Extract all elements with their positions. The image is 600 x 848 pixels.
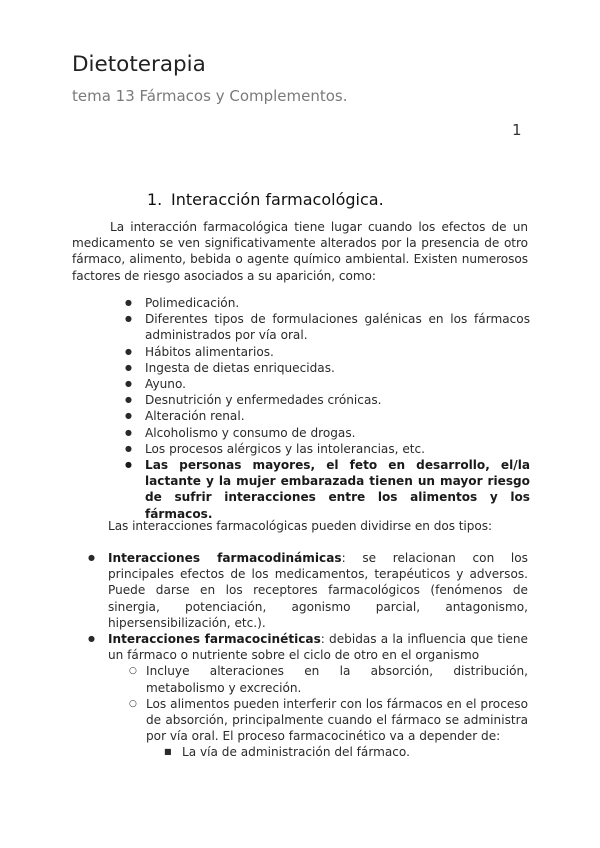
- section-title: Interacción farmacológica.: [171, 190, 384, 209]
- document-title: Dietoterapia: [72, 52, 206, 77]
- document-subtitle: tema 13 Fármacos y Complementos.: [72, 87, 348, 105]
- subsub-list-item: ■ La vía de administración del fármaco.: [182, 744, 528, 760]
- list-item: ● Hábitos alimentarios.: [145, 344, 530, 360]
- sub-list-item: [146, 696, 528, 761]
- types-intro: Las interacciones farmacológicas pueden dividirse en dos tipos:: [108, 519, 492, 533]
- sub-list-item: ○ Incluye alteraciones en la absorción, distribución, metabolismo y excreción.: [146, 663, 528, 695]
- list-item-pharmacokinetic: [108, 631, 528, 761]
- list-item: ● Alteración renal.: [145, 408, 530, 424]
- list-item: ● Ayuno.: [145, 376, 530, 392]
- section-heading: [147, 190, 384, 209]
- intro-paragraph: La interacción farmacológica tiene lugar cuando los efectos de un medicamento se ven significativamente alterados por la presencia de otro fármaco, alimento, bebida o agente químico ambiental. Existen numerosos factores de riesgo asociados a su aparición, como:: [72, 220, 528, 283]
- list-item: ● Diferentes tipos de formulaciones galénicas en los fármacos administrados por vía oral.: [145, 311, 530, 343]
- list-item: ● Desnutrición y enfermedades crónicas.: [145, 392, 530, 408]
- sub-list-item-text: Los alimentos pueden interferir con los fármacos en el proceso de absorción, principalmente cuando el fármaco se administra por vía oral. El proceso farmacocinético va a depender de:: [146, 696, 528, 744]
- interaction-types-list: [108, 550, 528, 761]
- list-item: ● Las personas mayores, el feto en desarrollo, el/la lactante y la mujer embarazada tienen un mayor riesgo de sufrir interacciones entre los alimentos y los fármacos.: [145, 457, 530, 522]
- page-number: 1: [512, 121, 522, 139]
- list-item: ● Alcoholismo y consumo de drogas.: [145, 425, 530, 441]
- pharmacokinetic-subsublist: [146, 744, 528, 760]
- list-item: ● Los procesos alérgicos y las intolerancias, etc.: [145, 441, 530, 457]
- list-item: ● Polimedicación.: [145, 295, 530, 311]
- pharmacokinetic-description: : debidas a la influencia que tiene un fármaco o nutriente sobre el ciclo de otro en el organismo: [108, 632, 528, 663]
- pharmacokinetic-sublist: [108, 663, 528, 760]
- pharmacodynamic-description: : se relacionan con los principales efectos de los medicamentos, terapéuticos y adversos. Puede darse en los receptores farmacológicos (fenómenos de sinergia, potenciación, agonismo parcial, antagonismo, hipersensibilización, etc.).: [108, 551, 528, 630]
- term-pharmacokinetic: Interacciones farmacocinéticas: [108, 632, 321, 647]
- term-pharmacodynamic: Interacciones farmacodinámicas: [108, 551, 342, 565]
- list-item: ● Ingesta de dietas enriquecidas.: [145, 360, 530, 376]
- section-number: 1.: [147, 190, 163, 209]
- list-item-pharmacodynamic: [108, 550, 528, 631]
- risk-factor-list: [145, 295, 530, 522]
